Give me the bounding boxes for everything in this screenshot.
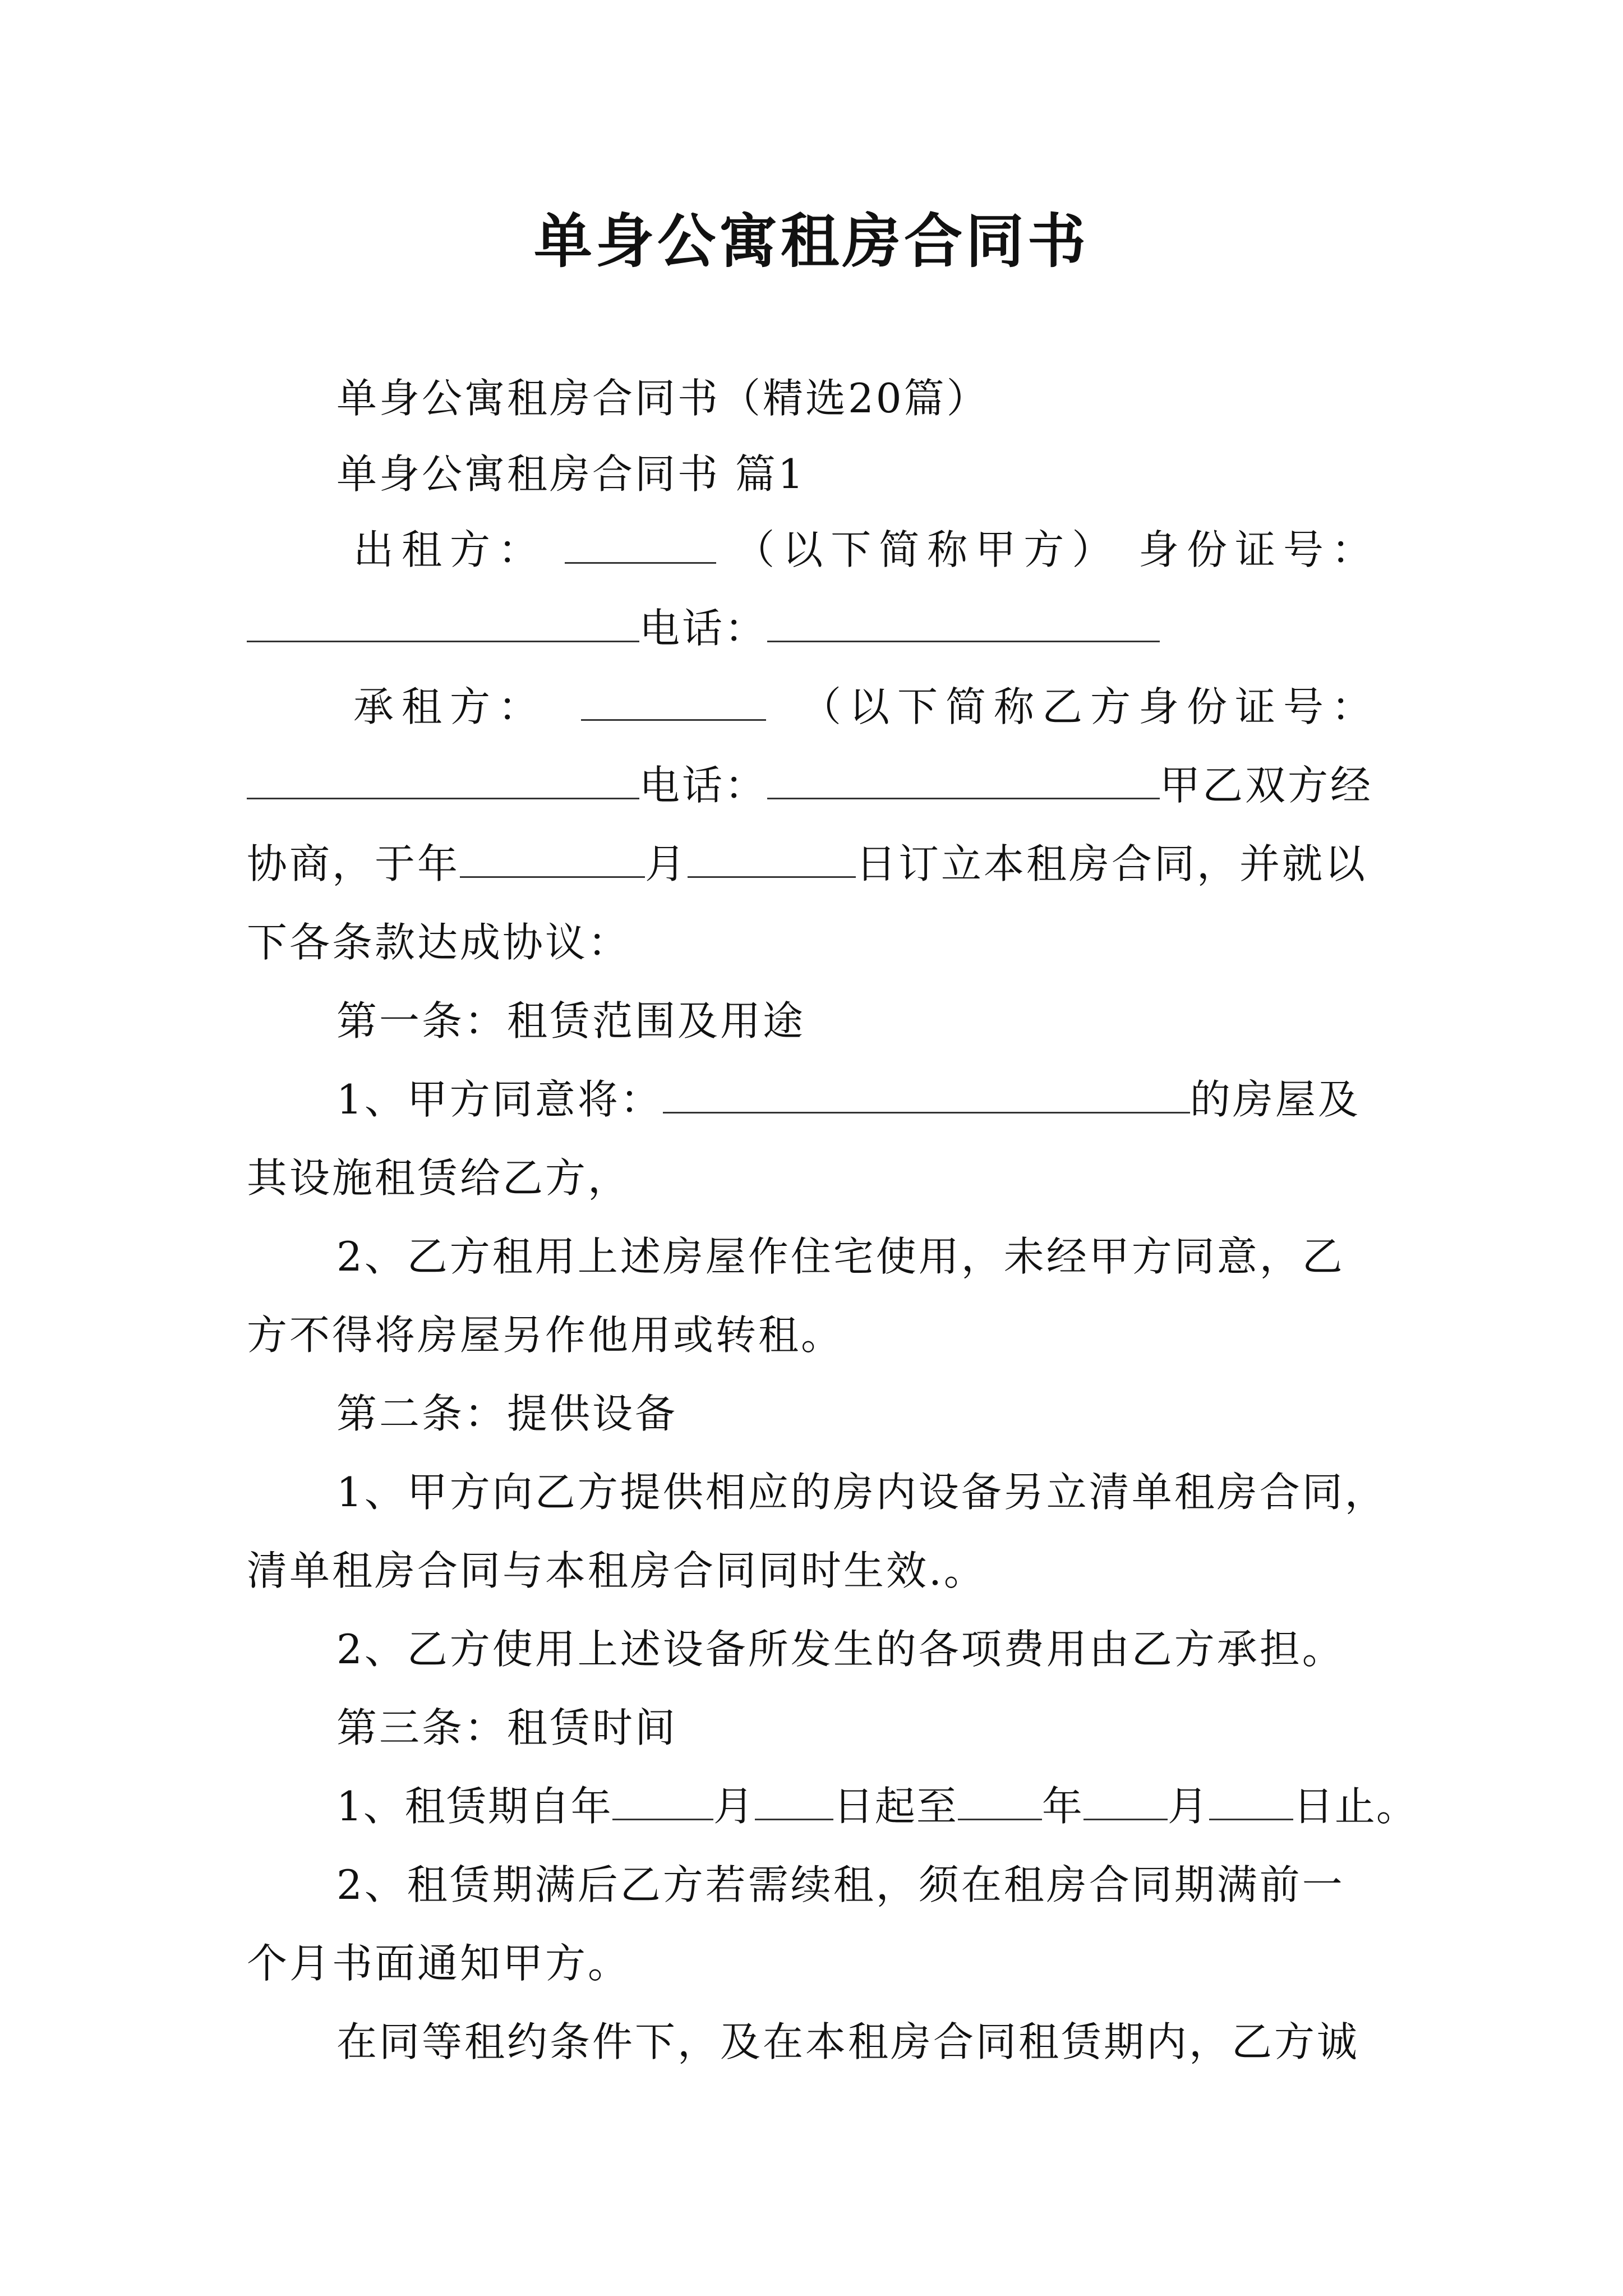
end-month-blank: [1083, 1779, 1168, 1820]
month-blank: [688, 837, 856, 878]
lessee-name-blank: [581, 680, 766, 721]
lessee-line: [247, 676, 1380, 738]
article-1-item-2: 2、乙方租用上述房屋作住宅使用，未经甲方同意，乙: [336, 1233, 1345, 1280]
year-blank: [460, 837, 645, 878]
start-year-blank: [612, 1779, 713, 1820]
article-1-item-1-cont: 其设施租赁给乙方，: [247, 1154, 631, 1202]
lessee-phone-label: 电话：: [639, 762, 768, 809]
lessor-phone-blank: [767, 601, 1160, 642]
lessee-alias: （以下简称乙方身份证号：: [800, 683, 1380, 730]
lessor-id-blank: [247, 601, 639, 642]
article-1-item-2-cont: 方不得将房屋另作他用或转租。: [247, 1312, 844, 1359]
lessee-label: 承租方：: [353, 683, 547, 730]
intro-line-2: 下各条款达成协议：: [247, 919, 631, 966]
lessor-line: [247, 519, 1380, 581]
article-1-title: 第一条：租赁范围及用途: [336, 997, 806, 1045]
lease-period-text-b: 月: [713, 1783, 755, 1830]
end-day-blank: [1209, 1779, 1293, 1820]
lessee-contact-line: [247, 754, 1380, 816]
lessor-contact-line: [247, 597, 1380, 659]
lease-period-text-c: 日起至: [833, 1783, 958, 1830]
section-heading: 单身公寓租房合同书 篇1: [336, 450, 806, 498]
lessor-alias: （以下简称甲方）: [734, 526, 1121, 573]
article-3-item-1: [247, 1775, 1469, 1837]
property-blank: [663, 1073, 1190, 1114]
lessee-tail: 甲乙双方经: [1160, 762, 1373, 809]
lessee-id-blank: [247, 758, 639, 799]
article-1-item-1-text: 1、甲方同意将：: [336, 1076, 663, 1123]
article-2-item-1-cont: 清单租房合同与本租房合同同时生效.。: [247, 1547, 986, 1594]
lease-period-text-d: 年: [1041, 1783, 1083, 1830]
lease-period-text-a: 1、租赁期自年: [336, 1783, 612, 1830]
start-month-blank: [755, 1779, 833, 1820]
article-3-title: 第三条：租赁时间: [336, 1704, 678, 1751]
subtitle: 单身公寓租房合同书（精选20篇）: [336, 375, 989, 422]
lessor-name-blank: [565, 523, 716, 564]
article-2-title: 第二条：提供设备: [336, 1390, 678, 1437]
article-2-item-1: 1、甲方向乙方提供相应的房内设备另立清单租房合同，: [336, 1469, 1387, 1516]
lease-period-text-e: 月: [1167, 1783, 1209, 1830]
intro-text-b: 月: [645, 840, 688, 887]
intro-line: [247, 833, 1380, 895]
article-3-paragraph: 在同等租约条件下，及在本租房合同租赁期内，乙方诚: [336, 2018, 1360, 2065]
article-2-item-2: 2、乙方使用上述设备所发生的各项费用由乙方承担。: [336, 1626, 1345, 1673]
document-title: 单身公寓租房合同书: [533, 206, 1089, 275]
lessee-phone-blank: [767, 758, 1160, 799]
article-3-item-2-cont: 个月书面通知甲方。: [247, 1940, 631, 1987]
intro-text-c: 日订立本租房合同，并就以: [856, 840, 1368, 887]
lessor-phone-label: 电话：: [639, 605, 768, 652]
lessor-label: 出租方：: [353, 526, 547, 573]
intro-text-a: 协商，于年: [247, 840, 460, 887]
article-1-item-1-tail: 的房屋及: [1189, 1076, 1361, 1123]
article-1-item-1: [247, 1069, 1469, 1130]
lessor-id-label: 身份证号：: [1138, 526, 1380, 573]
end-year-blank: [958, 1779, 1042, 1820]
lease-period-text-f: 日止。: [1293, 1783, 1418, 1830]
article-3-item-2: 2、租赁期满后乙方若需续租，须在租房合同期满前一: [336, 1861, 1345, 1908]
